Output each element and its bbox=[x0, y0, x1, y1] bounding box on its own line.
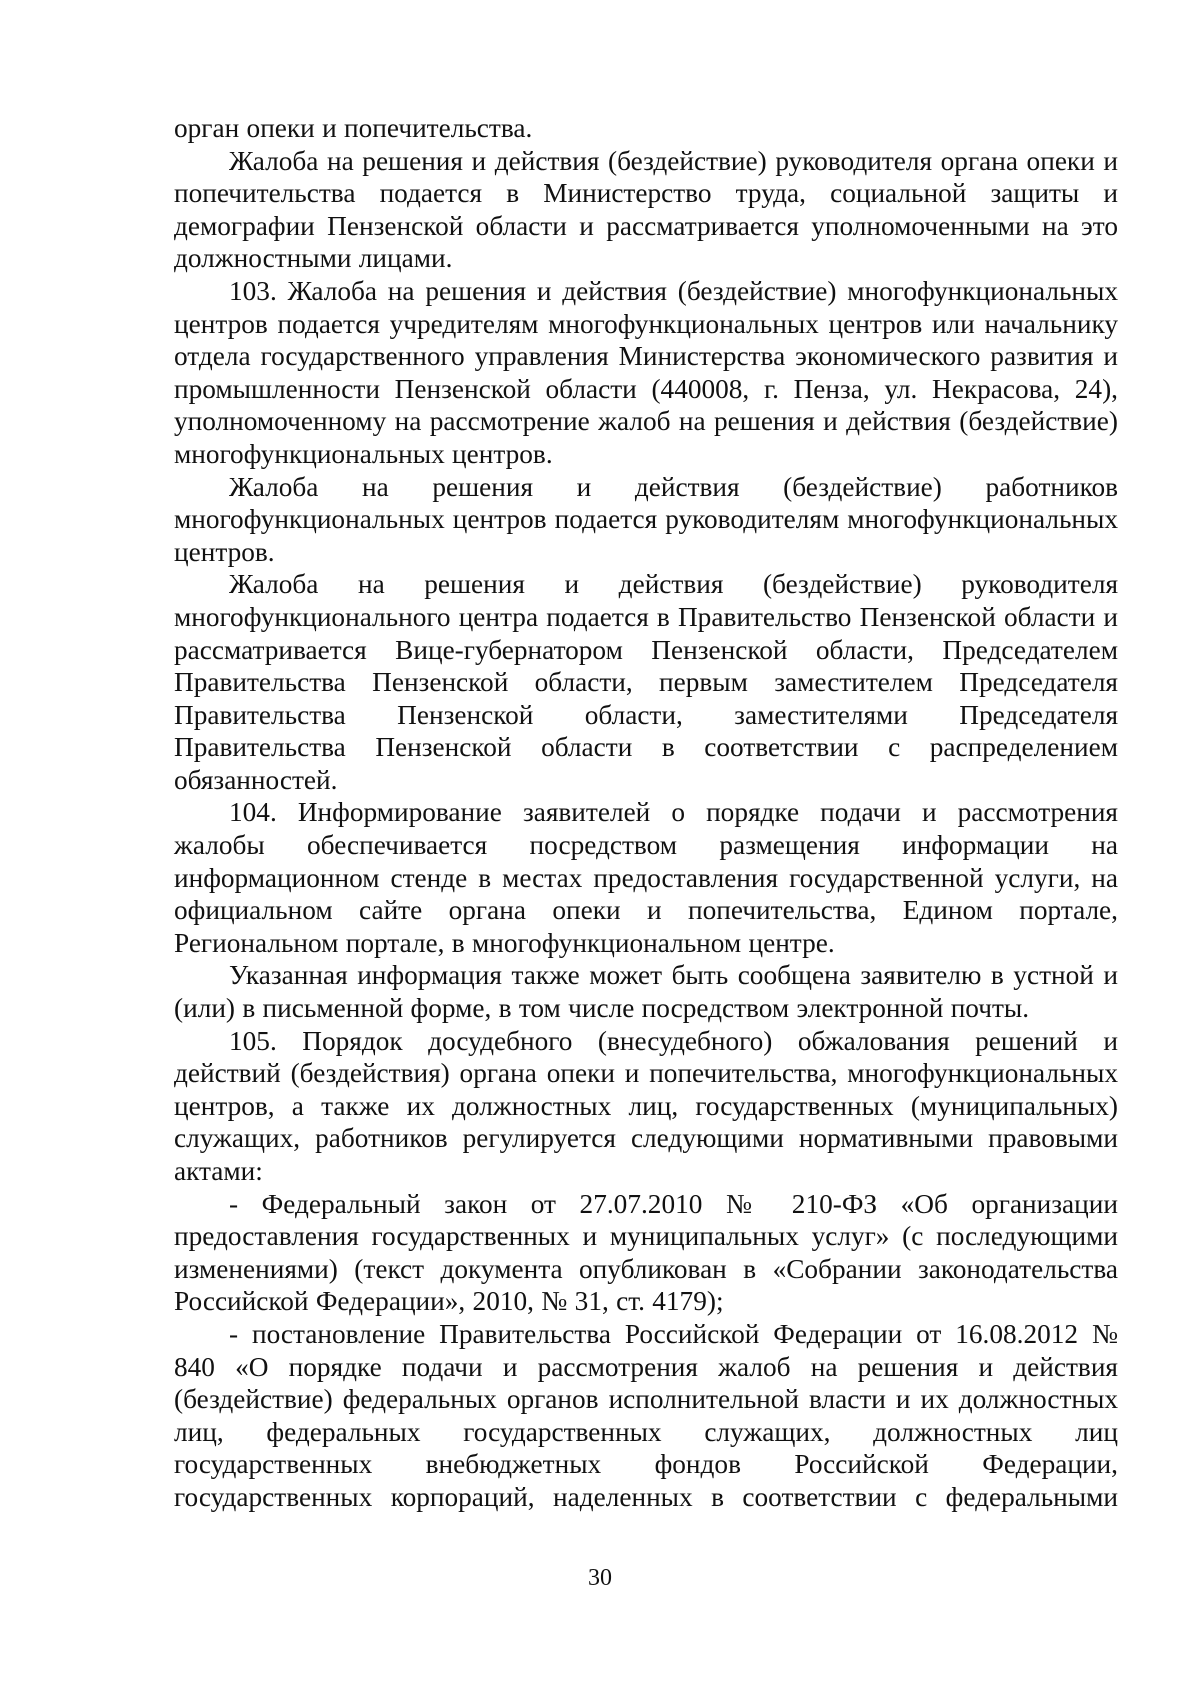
document-body bbox=[174, 112, 1118, 1514]
paragraph-complaint-head: Жалоба на решения и действия (бездействие) руководителя органа опеки и попечительства подается в Министерство труда, социальной защиты и демографии Пензенской области и рассматривается уполномоченными на это должностными лицами. bbox=[174, 145, 1118, 274]
paragraph-105: 105. Порядок досудебного (внесудебного) обжалования решений и действий (бездействия) органа опеки и попечительства, многофункциональных центров, а также их должностных лиц, государственных (муниципальных) служащих, работников регулируется следующими нормативными правовыми актами: bbox=[174, 1025, 1118, 1186]
page-number: 30 bbox=[588, 1565, 612, 1591]
paragraph-continuation: орган опеки и попечительства. bbox=[174, 113, 533, 143]
paragraph-103: 103. Жалоба на решения и действия (бездействие) многофункциональных центров подается учредителям многофункциональных центров или начальнику отдела государственного управления Министерства экономического развития и промышленности Пензенской области (440008, г. Пенза, ул. Некрасова, 24), уполномоченному на рассмотрение жалоб на решения и действия (бездействие) многофункциональных центров. bbox=[174, 275, 1118, 469]
list-item-government-decree: - постановление Правительства Российской Федерации от 16.08.2012 № 840 «О порядке подачи и рассмотрения жалоб на решения и действия (бездействие) федеральных органов исполнительной власти и их должностных лиц, федеральных государственных служащих, должностных лиц государственных внебюджетных фондов Российской Федерации, государственных корпораций, наделенных в соответствии с федеральными bbox=[174, 1318, 1118, 1512]
paragraph-complaint-mfc-head: Жалоба на решения и действия (бездействие) руководителя многофункционального центра подается в Правительство Пензенской области и рассматривается Вице-губернатором Пензенской области, Председателем Правительства Пензенской области, первым заместителем Председателя Правительства Пензенской области, заместителями Председателя Правительства Пензенской области в соответствии с распределением обязанностей. bbox=[174, 569, 1118, 795]
list-item-federal-law: - Федеральный закон от 27.07.2010 № 210-ФЗ «Об организации предоставления государственных и муниципальных услуг» (с последующими изменениями) (текст документа опубликован в «Собрании законодательства Российской Федерации», 2010, № 31, ст. 4179); bbox=[174, 1188, 1118, 1317]
paragraph-complaint-workers: Жалоба на решения и действия (бездействие) работников многофункциональных центров подается руководителям многофункциональных центров. bbox=[174, 471, 1118, 567]
paragraph-info-channels: Указанная информация также может быть сообщена заявителю в устной и (или) в письменной форме, в том числе посредством электронной почты. bbox=[174, 960, 1118, 1024]
paragraph-104: 104. Информирование заявителей о порядке подачи и рассмотрения жалобы обеспечивается посредством размещения информации на информационном стенде в местах предоставления государственной услуги, на официальном сайте органа опеки и попечительства, Едином портале, Региональном портале, в многофункциональном центре. bbox=[174, 797, 1118, 958]
